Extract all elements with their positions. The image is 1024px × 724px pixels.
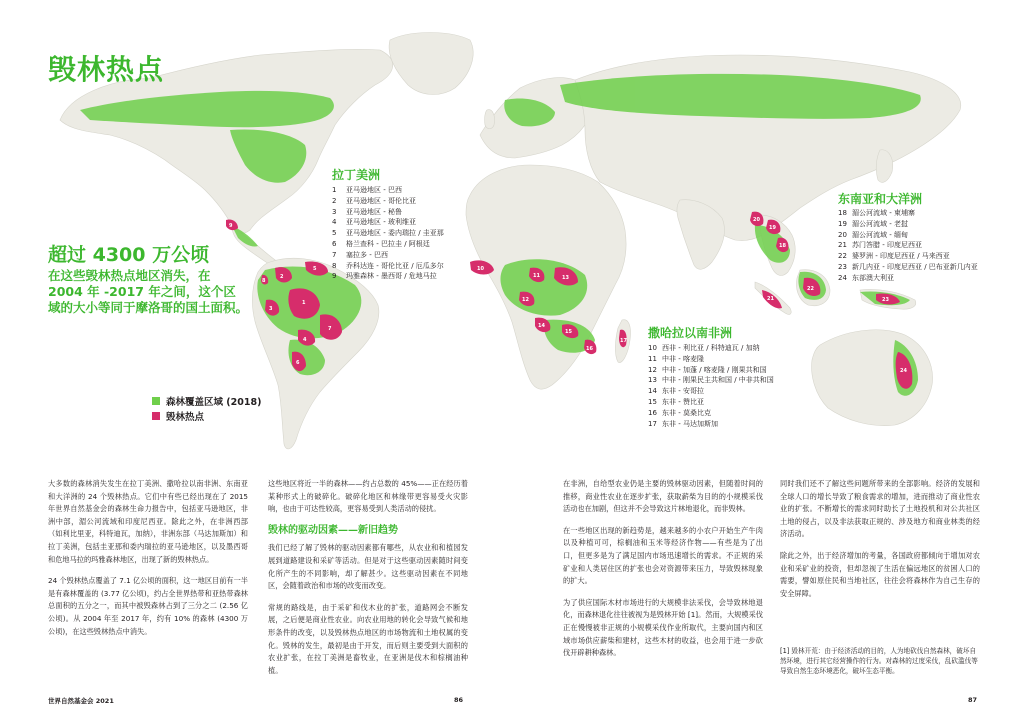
greenland (389, 33, 473, 95)
hotspot-number: 1 (302, 300, 306, 306)
list-item: 8 乔科达连 - 哥伦比亚 / 厄瓜多尔 (332, 261, 444, 270)
region-title-latam: 拉丁美洲 (332, 168, 381, 182)
map-legend (152, 393, 261, 423)
legend-item-forest (152, 393, 261, 408)
hotspot-number: 17 (620, 338, 627, 344)
region-list-latam (332, 185, 444, 282)
list-item: 19 湄公河流域 - 老挝 (838, 219, 908, 228)
paragraph: 这些地区将近一半的森林——约占总数的 45%——正在经历着某种形式上的破碎化。破碎化地区和林缘带更容易受火灾影响，也由于可达性较高，更容易受到人类活动的侵扰。 (268, 479, 468, 514)
list-item: 12 中非 - 加蓬 / 喀麦隆 / 刚果共和国 (648, 365, 767, 374)
hotspot-number: 15 (565, 329, 572, 335)
paragraph: 大多数的森林消失发生在拉丁美洲、撒哈拉以南非洲、东南亚和大洋洲的 24 个毁林热点。它们中有些已经出现在了 2015 年世界自然基金会的森林生命力报告中，包括亚马逊地区，非洲中部，湄公河流域和印度尼西亚。除此之外，在非洲西部（如利比里亚，科特迪瓦，加纳），非洲东部（马达加斯加）和拉丁美洲，包括圭亚那和委内瑞拉的亚马逊地区，以及墨西哥和危地马拉的玛雅森林地区，出现了新的毁林热点。 (48, 479, 248, 564)
paragraph: 除此之外，出于经济增加的考量，各国政府都倾向于增加对农业和采矿业的投资，但却忽视了生活在偏远地区的贫困人口的需要，譬如原住民和当地社区，往往会将森林作为自己生存的安全屏障。 (780, 550, 980, 598)
paragraph: 我们已经了解了毁林的驱动因素都有哪些，从农业和和植园发展到道路建设和采矿等活动。但是对于这些驱动因素随时间变化所产生的不同影响，却了解甚少。这些驱动因素在不同地区，会随着政治和市场的改变而改变。 (268, 543, 468, 591)
hotspot-number: 13 (562, 275, 569, 281)
paragraph: 为了供应国际木材市场进行的大规模非法采伐，会导致林地退化，而森林退化往往被视为是毁林开始 [1]。然而，大规模采伐正在慢慢被非正规的小规模采伐作业所取代，主要向国内和区域市场供应薪柴和建材，这些木材的收益，也会用于进一步砍伐开辟耕种森林。 (563, 597, 763, 658)
paragraph: 在非洲，自给型农业仍是主要的毁林驱动因素，但随着时间的推移，商业性农业在逐步扩张，获取薪柴为目的的小规模采伐活动也在加剧，但这并不会导致这片林地退化，而非毁林。 (563, 479, 763, 514)
hotspot-number: 3 (269, 306, 273, 312)
hotspot-number: 10 (477, 266, 484, 272)
section-heading: 毁林的驱动因素——新旧趋势 (268, 524, 398, 536)
paragraph: 在一些地区出现的新趋势是，越来越多的小农户开始生产牛肉以及种植可可，棕榈油和玉米等经济作物——有些是为了出口，但更多是为了满足国内市场迅速增长的需求。不正规的采矿业和人类居住区的扩张也会对资源带来压力，导致毁林现象的扩大。 (563, 525, 763, 586)
list-item: 5 亚马逊地区 - 委内瑞拉 / 圭亚那 (332, 229, 444, 238)
list-item: 18 湄公河流域 - 柬埔寨 (838, 209, 915, 217)
hotspot-number: 11 (533, 273, 540, 279)
legend-label-forest: 森林覆盖区域 (2018) (166, 396, 262, 408)
legend-label-hotspot: 毁林热点 (166, 411, 205, 423)
hotspot-number: 22 (807, 286, 814, 292)
list-item: 15 东非 - 赞比亚 (648, 397, 704, 406)
list-item: 3 亚马逊地区 - 秘鲁 (332, 207, 402, 216)
hotspot-number: 6 (296, 360, 300, 366)
footer-publisher: 世界自然基金会 2021 (48, 697, 114, 705)
hotspot-number: 14 (538, 323, 545, 329)
page-title: 毁林热点 (48, 53, 165, 86)
text-column-3 (563, 478, 763, 669)
list-item: 24 东部澳大利亚 (838, 273, 894, 282)
list-item: 10 西非 - 利比亚 / 科特迪瓦 / 加纳 (648, 344, 760, 352)
hotspot-number: 18 (779, 243, 786, 249)
list-item: 17 东非 - 马达加斯加 (648, 419, 718, 428)
footnote: [1] 毁林开荒：由于经济活动的目的，人为地砍伐自然森林，破坏自然环境，进行其它经营操作的行为。对森林的过度采伐，乱砍滥伐等导致自然生态环境恶化，破坏生态平衡。 (780, 647, 978, 675)
page-number-left: 86 (454, 696, 464, 704)
paragraph: 常规的路线是，由于采矿和伐木业的扩张，道路网会不断发展，之后便是商业性农业。向农业用地的转化会导致气候和地形条件的改变，以及毁林热点地区的市场物流和土地权属的变化。毁林的发生，最初是由于开发，而后则主要受到大面积的农业扩张，在拉丁美洲是畜牧业，在亚洲是伐木和棕榈油种植。 (268, 602, 468, 675)
list-item: 4 亚马逊地区 - 玻利维亚 (332, 218, 416, 227)
legend-item-hotspot (152, 408, 261, 423)
hotspot-number: 8 (262, 278, 266, 284)
hotspot-number: 24 (900, 368, 907, 374)
legend-swatch-hotspot (152, 412, 160, 420)
list-item: 9 玛雅森林 - 墨西哥 / 危地马拉 (332, 272, 437, 281)
hotspot-number: 23 (882, 297, 889, 303)
region-list-africa (648, 343, 774, 429)
hotspot-number: 20 (753, 217, 760, 223)
list-item: 22 婆罗洲 - 印度尼西亚 / 马来西亚 (838, 252, 950, 261)
japan (876, 150, 892, 183)
paragraph: 24 个毁林热点覆盖了 7.1 亿公顷的面积，这一地区目前有一半是有森林覆盖的 (3.77 亿公顷)，约占全世界热带和亚热带森林总面积的五分之一，而其中被毁森林占到了三分之二 (2.56 亿公顷)。从 2004 年至 2017 年，约有 10% 的森林 (4300 万公顷)，在这些毁林热点中消失。 (48, 576, 248, 636)
region-list-asia (838, 208, 978, 284)
legend-swatch-forest (152, 397, 160, 405)
list-item: 1 亚马逊地区 - 巴西 (332, 186, 402, 194)
hotspot-number: 2 (280, 274, 284, 280)
region-title-asia: 东南亚和大洋洲 (838, 192, 923, 206)
list-item: 2 亚马逊地区 - 哥伦比亚 (332, 196, 416, 205)
text-column-4 (780, 478, 980, 609)
list-item: 14 东非 - 安哥拉 (648, 387, 704, 396)
region-title-africa: 撒哈拉以南非洲 (648, 326, 733, 340)
hotspot-number: 12 (522, 297, 529, 303)
hotspot-number: 4 (303, 337, 307, 343)
hotspot-number: 21 (767, 296, 774, 302)
hotspot-number: 7 (328, 326, 332, 332)
uk (485, 110, 495, 129)
text-column-1 (48, 478, 248, 647)
hotspot-number: 5 (313, 266, 317, 272)
list-item: 11 中非 - 喀麦隆 (648, 354, 704, 363)
list-item: 23 新几内亚 - 印度尼西亚 / 巴布亚新几内亚 (838, 262, 978, 271)
page-number-right: 87 (968, 696, 978, 704)
hotspot-number: 19 (769, 225, 776, 231)
text-column-2 (268, 478, 468, 686)
headline-subtitle: 在这些毁林热点地区消失，在 2004 年 -2017 年之间，这个区域的大小等同于摩洛哥的国土面积。 (48, 268, 249, 315)
hotspot-number: 16 (586, 346, 593, 352)
list-item: 16 东非 - 莫桑比克 (648, 408, 711, 417)
list-item: 7 塞拉多 - 巴西 (332, 250, 388, 259)
list-item: 21 苏门答腊 - 印度尼西亚 (838, 241, 922, 250)
paragraph: 同时我们还不了解这些问题所带来的全部影响。经济的发展和全球人口的增长导致了粮食需求的增加，进而推动了商业性农业的扩张。不断增长的需求同时助长了土地投机和对公共社区土地的侵占，以及非法获取正规的、涉及地方和商业林类的经济活动。 (780, 479, 980, 539)
hotspot-number: 9 (229, 223, 233, 229)
list-item: 13 中非 - 刚果民主共和国 / 中非共和国 (648, 376, 774, 385)
headline-area: 超过 4300 万公顷 (48, 244, 210, 266)
list-item: 20 湄公河流域 - 缅甸 (838, 230, 908, 239)
list-item: 6 格兰查科 - 巴拉圭 / 阿根廷 (332, 239, 430, 248)
